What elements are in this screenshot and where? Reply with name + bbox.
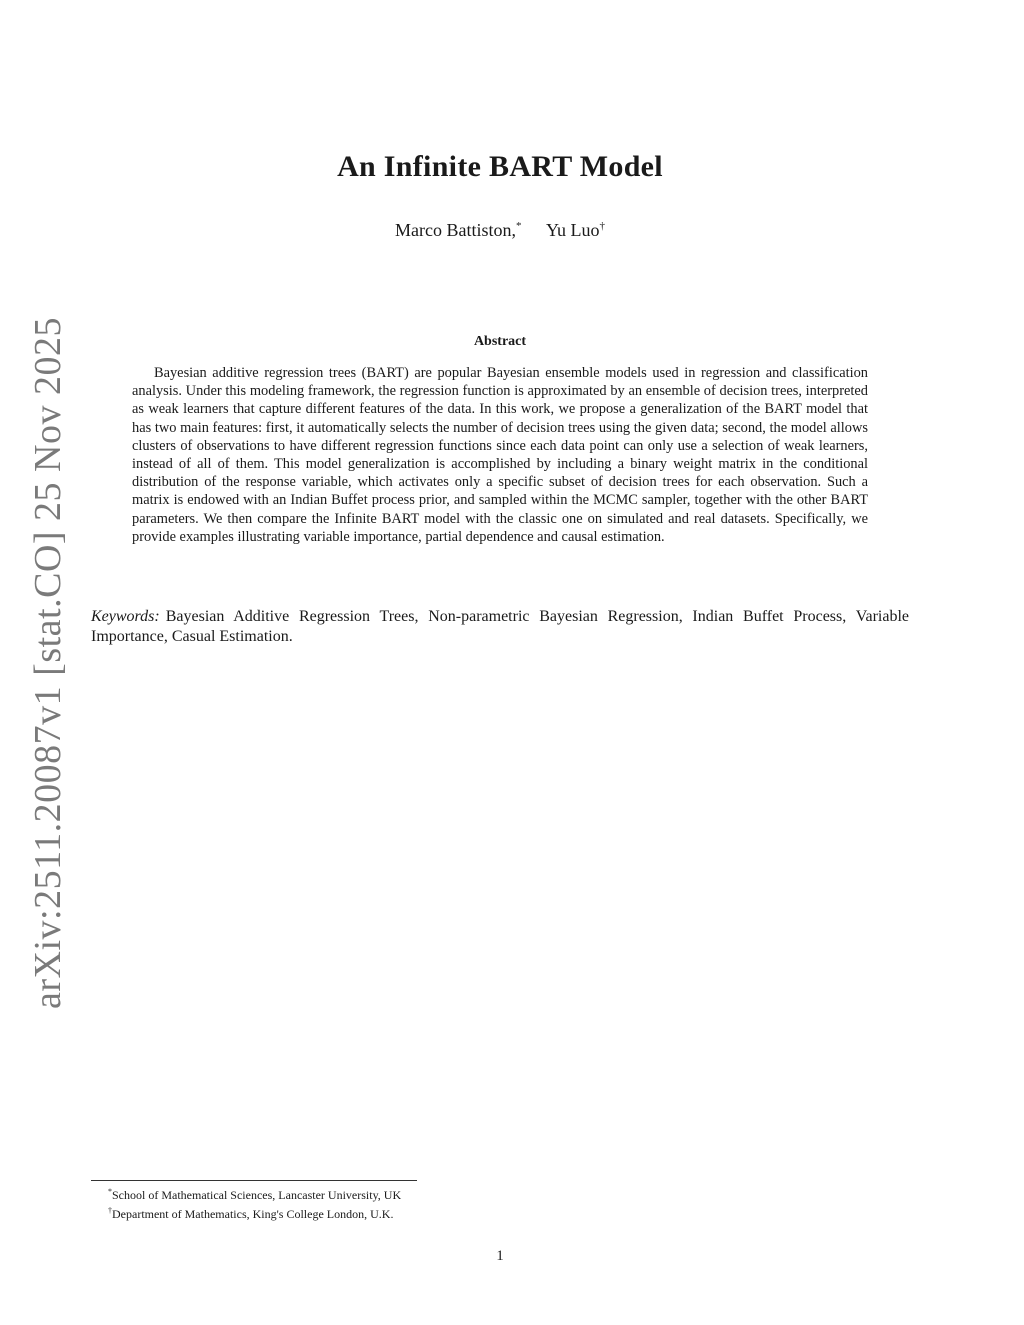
author-list	[0, 220, 1000, 241]
footnote-1	[108, 1184, 708, 1203]
page-number: 1	[496, 1248, 504, 1264]
footnote-2-text: Department of Mathematics, King's College London, U.K.	[112, 1207, 394, 1221]
footnote-1-text: School of Mathematical Sciences, Lancaster University, UK	[112, 1188, 402, 1202]
author-1-name: Marco Battiston,	[395, 220, 516, 240]
author-1-mark: *	[515, 220, 522, 232]
abstract-heading: Abstract	[473, 334, 527, 349]
author-2-mark: †	[599, 220, 605, 232]
keywords-text: Bayesian Additive Regression Trees, Non-parametric Bayesian Regression, Indian Buffet Process, Variable Importance, Casual Estimation.	[91, 608, 909, 645]
footnote-2-mark: †	[108, 1206, 112, 1215]
author-1	[395, 220, 521, 240]
arxiv-identifier-stamp	[18, 316, 78, 1009]
footnote-1-mark: *	[108, 1187, 112, 1196]
footnote-divider	[91, 1180, 417, 1181]
paper-title: An Infinite BART Model	[337, 150, 663, 183]
keywords-label: Keywords:	[91, 608, 160, 625]
keywords-section	[91, 607, 909, 647]
footnotes	[108, 1184, 708, 1222]
footnote-2	[108, 1203, 708, 1222]
abstract-body: Bayesian additive regression trees (BART) are popular Bayesian ensemble models used in regression and classification analysis. Under this modeling framework, the regression function is approximated by an ensemble of decision trees, interpreted as weak learners that capture different features of the data. In this work, we propose a generalization of the BART model that has two main features: first, it automatically selects the number of decision trees using the given data; second, the model allows clusters of observations to have different regression functions since each data point can only use a selection of weak learners, instead of all of them. This model generalization is accomplished by including a binary weight matrix in the conditional distribution of the response variable, which activates only a specific subset of decision trees for each observation. Such a matrix is endowed with an Indian Buffet process prior, and sampled within the MCMC sampler, together with the other BART parameters. We then compare the Infinite BART model with the classic one on simulated and real datasets. Specifically, we provide examples illustrating variable importance, partial dependence and causal estimation.	[132, 365, 868, 545]
author-2	[546, 220, 605, 240]
author-2-name: Yu Luo	[545, 220, 600, 240]
arxiv-identifier-text: arXiv:2511.20087v1 [stat.CO] 25 Nov 2025	[27, 316, 69, 1009]
